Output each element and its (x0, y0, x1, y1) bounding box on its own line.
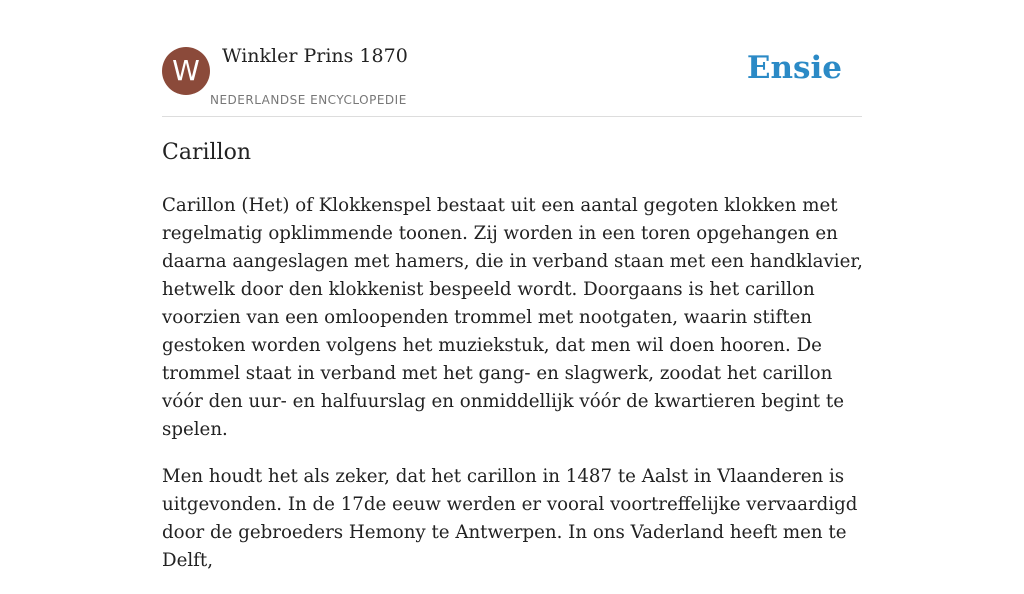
source-header (162, 0, 862, 117)
source-title[interactable]: Winkler Prins 1870 (222, 45, 408, 67)
paragraph: Carillon (Het) of Klokkenspel bestaat uit een aantal gegoten klokken met regelmatig opklimmende toonen. Zij worden in een toren opgehangen en daarna aangeslagen met hamers, die in verband staan met een handklavier, hetwelk door den klokkenist bespeeld wordt. Doorgaans is het carillon voorzien van een omloopenden trommel met nootgaten, waarin stiften gestoken worden volgens het muziekstuk, dat men wil doen hooren. De trommel staat in verband met het gang- en slagwerk, zoodat het carillon vóór den uur- en halfuurslag en onmiddellijk vóór de kwartieren begint te spelen. (162, 195, 863, 440)
paragraph: Men houdt het als zeker, dat het carillon in 1487 te Aalst in Vlaanderen is uitgevonden. In de 17de eeuw werden er vooral voortreffelijke vervaardigd door de gebroeders Hemony te Antwerpen. In ons Vaderland heeft men te Delft, (162, 466, 858, 571)
brand-logo[interactable]: Ensie (746, 50, 842, 86)
avatar[interactable]: W (162, 47, 210, 95)
article-body (162, 192, 872, 594)
article-title: Carillon (162, 140, 251, 165)
source-subtitle: NEDERLANDSE ENCYCLOPEDIE (210, 93, 407, 107)
